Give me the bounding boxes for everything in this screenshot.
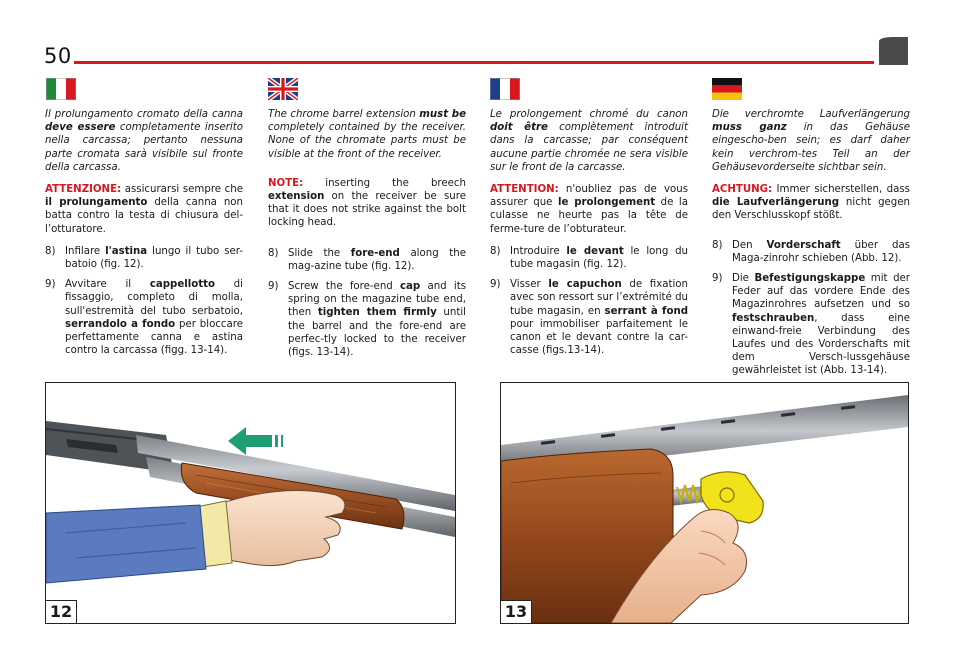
steps-list <box>712 239 910 378</box>
figure-number: 13 <box>501 600 532 623</box>
column-italian <box>45 108 243 364</box>
step-9: 9) Screw the fore-end cap and its spring on the magazine tube end, then tighten them firmly until the barrel and the fore-end are perfec-tly locked to the receiver (figs. 13-14). <box>268 281 467 359</box>
figure-number: 12 <box>46 600 77 623</box>
intro-paragraph: Le prolongement chromé du canon doit être complètement introduit dans la carcasse; par conséquent aucune partie chromée ne sera visible sur le front de la carcasse. <box>490 109 688 173</box>
steps-list <box>268 247 466 360</box>
fore-end-sliding-illustration <box>46 383 455 623</box>
fore-end-cap-illustration <box>501 383 908 623</box>
france-flag-icon <box>490 78 520 100</box>
sleeve-shape <box>46 505 206 583</box>
step-8: 8) Infilare l'astina lungo il tubo ser-batoio (fig. 12). <box>45 245 244 271</box>
intro-paragraph: The chrome barrel extension must be completely contained by the receiver. None of the chromate parts must be visible at the front of the receiver. <box>268 109 466 160</box>
step-8: 8) Introduire le devant le long du tube magasin (fig. 12). <box>490 245 688 271</box>
page-number: 50 <box>44 44 72 68</box>
warning-paragraph: NOTE: inserting the breech extension on the receiver be sure that it does not strike against the bolt locking head. <box>268 177 466 229</box>
step-8: 8) Slide the fore-end along the mag-azine tube (fig. 12). <box>268 247 466 272</box>
steps-list <box>490 245 688 358</box>
warning-paragraph: ATTENTION: n'oubliez pas de vous assurer que le prolongement de la culasse ne heurte pas la tête de ferme-ture de l’obturateur. <box>490 184 688 235</box>
germany-flag-icon <box>712 78 742 100</box>
warning-paragraph: ATTENZIONE: assicurarsi sempre che il prolungamento della canna non batta contro la testa di chiusura del-l’otturatore. <box>45 184 243 235</box>
step-9: 9) Die Befestigungskappe mit der Feder auf das vordere Ende des Magazinrohres aufsetzen und so festschrauben, dass eine einwand-freie Verbindung des Laufes und des Vorderschafts mit dem Versch-lussgehäuse gewährleistet ist (Abb. 13-14). <box>712 273 910 377</box>
corner-tab <box>879 37 908 65</box>
header-rule <box>74 61 874 64</box>
uk-flag-icon <box>268 78 298 100</box>
figure-13 <box>500 382 909 624</box>
direction-arrow-icon <box>228 427 272 455</box>
warning-paragraph: ACHTUNG: Immer sicherstellen, dass die Laufverlängerung nicht gegen den Verschlusskopf stößt. <box>712 184 910 222</box>
step-9: 9) Visser le capuchon de fixation avec son ressort sur l’extrémité du tube magasin, en serrant à fond pour immobiliser parfaitement le canon et le devant contre la car-casse (figs.13-14). <box>490 279 689 357</box>
intro-paragraph: Die verchromte Laufverlängerung muss ganz in das Gehäuse eingescho-ben sein; es darf daher kein verchrom-tes Teil an der Gehäusevorderseite sichtbar sein. <box>712 109 910 173</box>
column-german <box>712 108 910 385</box>
column-french <box>490 108 688 364</box>
hand-shape <box>222 491 345 566</box>
column-english <box>268 108 466 366</box>
intro-paragraph: Il prolungamento cromato della canna deve essere completamente inserito nella carcassa; pertanto nessuna parte cromata sarà visibile sul fronte della carcassa. <box>45 109 243 173</box>
figure-12 <box>45 382 456 624</box>
italy-flag-icon <box>46 78 76 100</box>
step-8: 8) Den Vorderschaft über das Maga-zinrohr schieben (Abb. 12). <box>712 239 910 264</box>
steps-list <box>45 245 243 358</box>
step-9: 9) Avvitare il cappellotto di fissaggio, completo di molla, sull'estremità del tubo serbatoio, serrandolo a fondo per bloccare perfettamente canna e astina contro la carcassa (figg. 13-14). <box>45 279 244 357</box>
